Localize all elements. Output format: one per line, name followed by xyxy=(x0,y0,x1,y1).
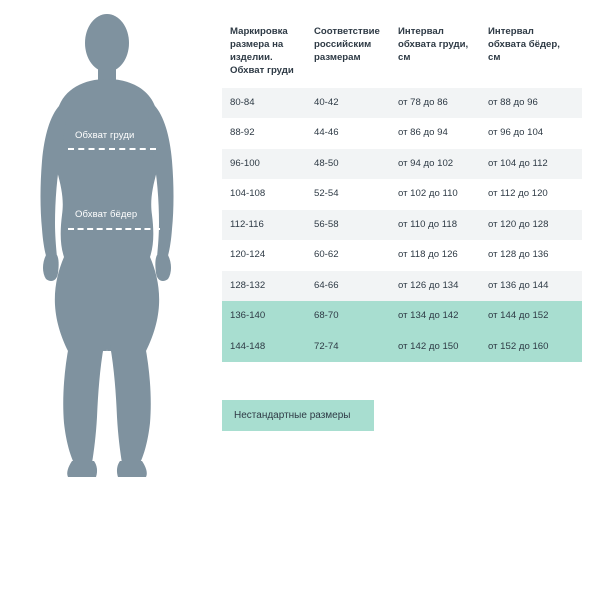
cell-marking: 104-108 xyxy=(222,179,306,209)
size-table xyxy=(222,18,582,362)
cell-hips-range: от 152 до 160 xyxy=(480,332,582,362)
cell-marking: 136-140 xyxy=(222,301,306,331)
cell-russian-size: 44-46 xyxy=(306,118,390,148)
table-body xyxy=(222,88,582,362)
cell-bust-range: от 142 до 150 xyxy=(390,332,480,362)
cell-marking: 112-116 xyxy=(222,210,306,240)
cell-bust-range: от 118 до 126 xyxy=(390,240,480,270)
bust-measure-line xyxy=(68,148,156,150)
bust-measure-label: Обхват груди xyxy=(68,126,141,146)
table-row xyxy=(222,179,582,209)
cell-russian-size: 68-70 xyxy=(306,301,390,331)
cell-hips-range: от 96 до 104 xyxy=(480,118,582,148)
cell-hips-range: от 112 до 120 xyxy=(480,179,582,209)
cell-bust-range: от 134 до 142 xyxy=(390,301,480,331)
cell-bust-range: от 110 до 118 xyxy=(390,210,480,240)
hips-measure-label: Обхват бёдер xyxy=(68,205,144,225)
cell-hips-range: от 128 до 136 xyxy=(480,240,582,270)
cell-russian-size: 52-54 xyxy=(306,179,390,209)
cell-marking: 88-92 xyxy=(222,118,306,148)
cell-hips-range: от 136 до 144 xyxy=(480,271,582,301)
cell-bust-range: от 78 до 86 xyxy=(390,88,480,118)
table-row xyxy=(222,149,582,179)
cell-bust-range: от 126 до 134 xyxy=(390,271,480,301)
hips-measure-line xyxy=(68,228,160,230)
table-row xyxy=(222,210,582,240)
column-header-hips-range: Интервал обхвата бёдер, см xyxy=(480,18,582,88)
table-row xyxy=(222,118,582,148)
table-row xyxy=(222,88,582,118)
cell-russian-size: 72-74 xyxy=(306,332,390,362)
cell-russian-size: 40-42 xyxy=(306,88,390,118)
cell-hips-range: от 88 до 96 xyxy=(480,88,582,118)
cell-russian-size: 48-50 xyxy=(306,149,390,179)
size-table-wrap xyxy=(222,18,582,362)
female-figure-panel xyxy=(0,0,210,600)
cell-bust-range: от 86 до 94 xyxy=(390,118,480,148)
cell-russian-size: 60-62 xyxy=(306,240,390,270)
cell-bust-range: от 102 до 110 xyxy=(390,179,480,209)
cell-russian-size: 56-58 xyxy=(306,210,390,240)
table-row-highlighted xyxy=(222,301,582,331)
cell-marking: 120-124 xyxy=(222,240,306,270)
cell-hips-range: от 144 до 152 xyxy=(480,301,582,331)
table-head xyxy=(222,18,582,88)
table-row xyxy=(222,240,582,270)
table-row xyxy=(222,271,582,301)
female-body-silhouette-icon xyxy=(12,5,202,495)
column-header-bust-range: Интервал обхвата груди, см xyxy=(390,18,480,88)
column-header-russian-size: Соответствие российским размерам xyxy=(306,18,390,88)
cell-russian-size: 64-66 xyxy=(306,271,390,301)
cell-marking: 80-84 xyxy=(222,88,306,118)
table-row-highlighted xyxy=(222,332,582,362)
cell-bust-range: от 94 до 102 xyxy=(390,149,480,179)
cell-hips-range: от 104 до 112 xyxy=(480,149,582,179)
nonstandard-sizes-note: Нестандартные размеры xyxy=(222,400,374,431)
cell-marking: 144-148 xyxy=(222,332,306,362)
column-header-marking: Маркировка размера на изделии. Обхват груди xyxy=(222,18,306,88)
cell-marking: 96-100 xyxy=(222,149,306,179)
table-header-row xyxy=(222,18,582,88)
cell-hips-range: от 120 до 128 xyxy=(480,210,582,240)
cell-marking: 128-132 xyxy=(222,271,306,301)
